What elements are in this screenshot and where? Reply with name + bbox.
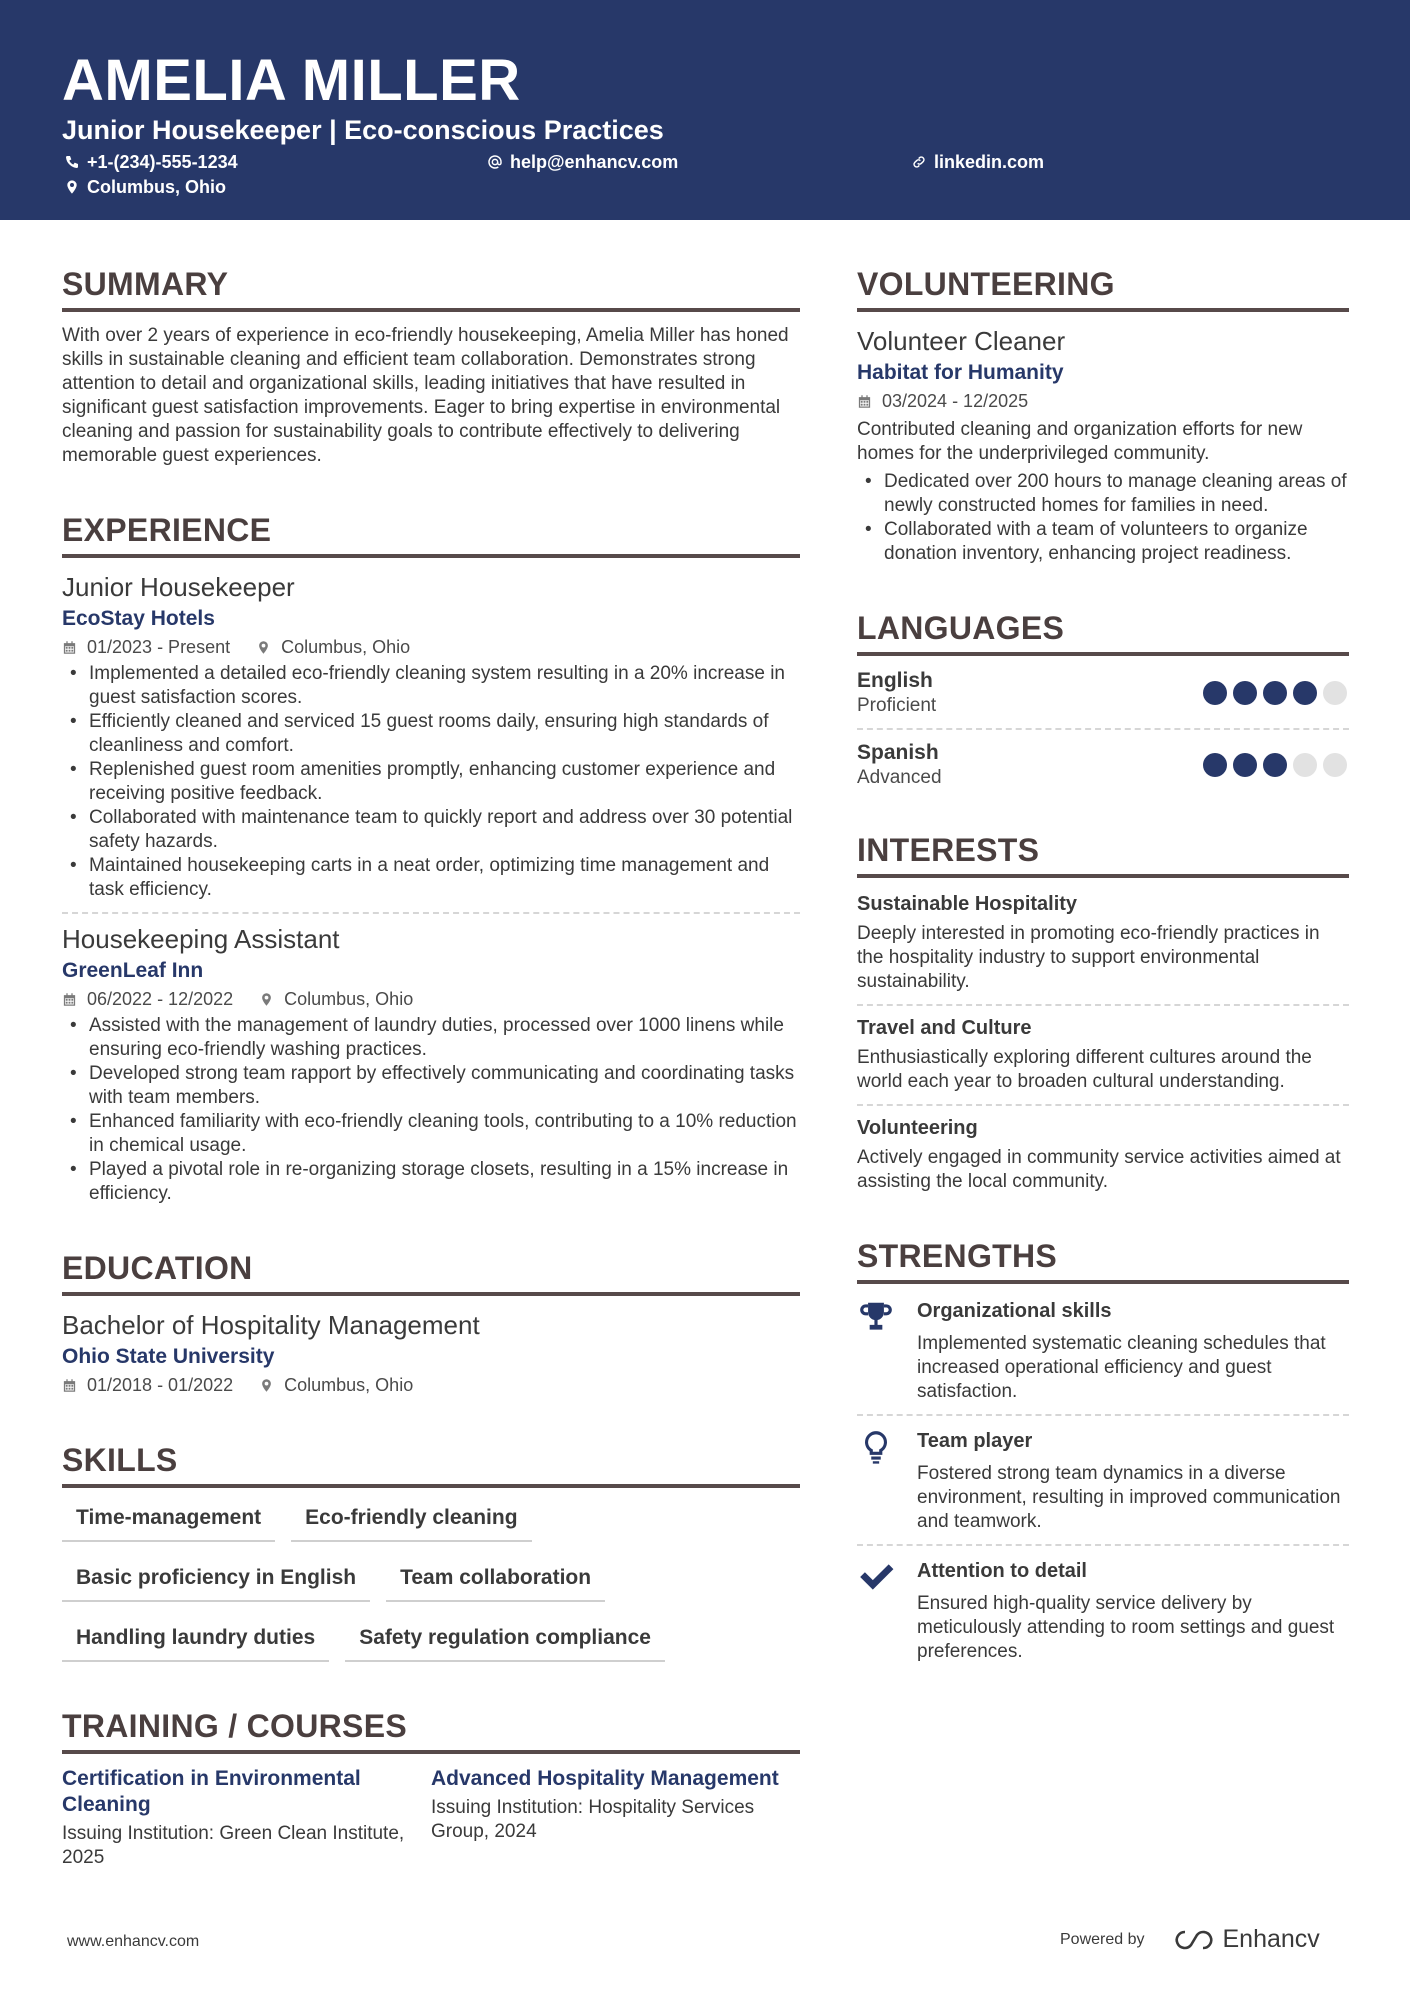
school: Ohio State University — [62, 1345, 275, 1368]
strengths-heading: STRENGTHS — [857, 1234, 1349, 1284]
checkmark-icon — [857, 1558, 895, 1596]
contact-email[interactable] — [487, 150, 678, 174]
languages-heading: LANGUAGES — [857, 606, 1349, 656]
rating-dot-filled — [1293, 681, 1317, 705]
skill-tag: Handling laundry duties — [62, 1622, 329, 1662]
job-role: Housekeeping Assistant — [62, 924, 340, 954]
job-dates: 01/2023 - Present — [87, 637, 231, 657]
job-bullet: • Collaborated with maintenance team to quickly report and address over 30 potential safety hazards. — [62, 806, 800, 854]
rating-dot-empty — [1323, 681, 1347, 705]
education-dates: 01/2018 - 01/2022 — [87, 1375, 234, 1395]
left-column — [62, 262, 800, 1910]
right-column — [857, 262, 1349, 1704]
volunteering-section — [857, 262, 1349, 566]
course-detail: Issuing Institution: Hospitality Services Group, 2024 — [431, 1797, 755, 1842]
at-icon — [487, 154, 503, 170]
language-name: Spanish — [857, 741, 939, 764]
strength-description: Implemented systematic cleaning schedules that increased operational efficiency and guest satisfaction. — [917, 1333, 1326, 1402]
volunteer-meta — [857, 388, 1349, 414]
language-level: Advanced — [857, 767, 942, 788]
education-location: Columbus, Ohio — [284, 1375, 414, 1395]
job-location: Columbus, Ohio — [284, 989, 414, 1009]
experience-entry — [62, 570, 800, 902]
rating-dot-filled — [1263, 753, 1287, 777]
interest-description: Deeply interested in promoting eco-friendly practices in the hospitality industry to support environmental sustainability. — [857, 923, 1320, 992]
strengths-section — [857, 1234, 1349, 1664]
language-item — [857, 734, 1349, 798]
experience-section — [62, 508, 800, 1206]
calendar-icon — [62, 992, 77, 1007]
interest-description: Enthusiastically exploring different cultures around the world each year to broaden cultural understanding. — [857, 1047, 1312, 1092]
education-meta — [62, 1372, 800, 1398]
rating-dot-empty — [1323, 753, 1347, 777]
job-meta — [62, 986, 800, 1012]
volunteer-bullets — [857, 470, 1349, 566]
strength-description: Ensured high-quality service delivery by meticulously attending to room settings and guest preferences. — [917, 1593, 1335, 1662]
website-text: linkedin.com — [934, 152, 1045, 172]
calendar-icon — [62, 1378, 77, 1393]
training-heading: TRAINING / COURSES — [62, 1704, 800, 1754]
phone-icon — [64, 154, 80, 170]
entry-divider — [857, 1104, 1349, 1106]
calendar-icon — [857, 394, 872, 409]
lightbulb-icon — [857, 1428, 895, 1466]
rating-dot-filled — [1263, 681, 1287, 705]
location-pin-icon — [259, 1378, 274, 1393]
job-bullets — [62, 662, 800, 902]
skill-tag: Basic proficiency in English — [62, 1562, 370, 1602]
summary-text: With over 2 years of experience in eco-friendly housekeeping, Amelia Miller has honed skills in sustainable cleaning and efficient team collaboration. Demonstrates strong attention to detail and organizational skills, leading initiatives that have resulted in significant guest satisfaction improvements. Eager to bring expertise in environmental cleaning and passion for sustainability goals to contribute effectively to delivering memorable guest experiences. — [62, 325, 789, 466]
interest-name: Sustainable Hospitality — [857, 893, 1078, 915]
interest-item — [857, 1114, 1349, 1194]
contact-phone[interactable] — [64, 150, 238, 174]
course-name: Advanced Hospitality Management — [431, 1767, 779, 1790]
interests-heading: INTERESTS — [857, 828, 1349, 878]
trophy-icon — [857, 1298, 895, 1336]
skills-section — [62, 1438, 800, 1682]
brand-name: Enhancv — [1222, 1925, 1320, 1953]
volunteer-bullet: • Collaborated with a team of volunteers to organize donation inventory, enhancing project readiness. — [857, 518, 1349, 566]
rating-dot-empty — [1293, 753, 1317, 777]
experience-heading: EXPERIENCE — [62, 508, 800, 558]
course-list — [62, 1766, 800, 1870]
course-name: Certification in Environmental Cleaning — [62, 1767, 361, 1816]
contact-website[interactable] — [911, 150, 1044, 174]
strength-name: Organizational skills — [917, 1300, 1112, 1322]
volunteer-org: Habitat for Humanity — [857, 361, 1064, 384]
job-dates: 06/2022 - 12/2022 — [87, 989, 234, 1009]
course-item — [431, 1766, 800, 1870]
job-bullet: • Assisted with the management of laundry duties, processed over 1000 linens while ensuring eco-friendly washing practices. — [62, 1014, 800, 1062]
strength-name: Attention to detail — [917, 1560, 1087, 1582]
footer-branding — [1060, 1925, 1320, 1954]
rating-dot-filled — [1233, 681, 1257, 705]
entry-divider — [857, 1004, 1349, 1006]
powered-by-label: Powered by — [1060, 1930, 1145, 1948]
job-bullet: • Played a pivotal role in re-organizing storage closets, resulting in a 15% increase in efficiency. — [62, 1158, 800, 1206]
language-rating — [1197, 681, 1347, 705]
contact-location — [64, 175, 226, 199]
summary-section — [62, 262, 800, 468]
location-pin-icon — [64, 179, 80, 195]
education-section — [62, 1246, 800, 1398]
volunteer-role: Volunteer Cleaner — [857, 326, 1066, 356]
language-level: Proficient — [857, 695, 937, 716]
job-location: Columbus, Ohio — [281, 637, 411, 657]
skill-tag: Safety regulation compliance — [345, 1622, 665, 1662]
strength-item — [857, 1294, 1349, 1404]
course-detail: Issuing Institution: Green Clean Institute, 2025 — [62, 1823, 405, 1868]
skill-tag: Eco-friendly cleaning — [291, 1502, 531, 1542]
enhancv-logo-icon — [1171, 1927, 1217, 1953]
language-item — [857, 662, 1349, 726]
skills-heading: SKILLS — [62, 1438, 800, 1488]
job-bullet: • Enhanced familiarity with eco-friendly cleaning tools, contributing to a 10% reduction in chemical usage. — [62, 1110, 800, 1158]
volunteer-dates: 03/2024 - 12/2025 — [882, 391, 1029, 411]
location-pin-icon — [256, 640, 271, 655]
candidate-title: Junior Housekeeper | Eco-conscious Practices — [62, 115, 664, 145]
job-bullet: • Efficiently cleaned and serviced 15 guest rooms daily, ensuring high standards of cleanliness and comfort. — [62, 710, 800, 758]
rating-dot-filled — [1233, 753, 1257, 777]
language-name: English — [857, 669, 933, 692]
job-bullet: • Replenished guest room amenities promptly, enhancing customer experience and receiving positive feedback. — [62, 758, 800, 806]
calendar-icon — [62, 640, 77, 655]
interest-description: Actively engaged in community service activities aimed at assisting the local community. — [857, 1147, 1341, 1192]
location-pin-icon — [259, 992, 274, 1007]
job-bullet: • Maintained housekeeping carts in a neat order, optimizing time management and task efficiency. — [62, 854, 800, 902]
volunteer-bullet: • Dedicated over 200 hours to manage cleaning areas of newly constructed homes for families in need. — [857, 470, 1349, 518]
strength-description: Fostered strong team dynamics in a diverse environment, resulting in improved communication and teamwork. — [917, 1463, 1341, 1532]
interest-item — [857, 1014, 1349, 1094]
languages-section — [857, 606, 1349, 798]
skills-list — [62, 1502, 800, 1682]
job-bullet: • Implemented a detailed eco-friendly cleaning system resulting in a 20% increase in guest satisfaction scores. — [62, 662, 800, 710]
volunteering-heading: VOLUNTEERING — [857, 262, 1349, 312]
candidate-name: AMELIA MILLER — [62, 48, 521, 113]
entry-divider — [857, 1414, 1349, 1416]
job-company: GreenLeaf Inn — [62, 959, 204, 982]
link-icon — [911, 154, 927, 170]
rating-dot-filled — [1203, 681, 1227, 705]
entry-divider — [857, 728, 1349, 730]
entry-divider — [857, 1544, 1349, 1546]
job-role: Junior Housekeeper — [62, 572, 295, 602]
skill-tag: Time-management — [62, 1502, 275, 1542]
location-text: Columbus, Ohio — [87, 177, 226, 197]
strength-name: Team player — [917, 1430, 1033, 1452]
entry-divider — [62, 912, 800, 914]
phone-text: +1-(234)-555-1234 — [87, 152, 238, 172]
strength-item — [857, 1424, 1349, 1534]
interest-item — [857, 890, 1349, 994]
language-rating — [1197, 753, 1347, 777]
brand-logo[interactable] — [1171, 1925, 1320, 1954]
skill-tag: Team collaboration — [386, 1562, 605, 1602]
interest-name: Travel and Culture — [857, 1017, 1032, 1039]
job-company: EcoStay Hotels — [62, 607, 215, 630]
email-text: help@enhancv.com — [510, 152, 679, 172]
education-heading: EDUCATION — [62, 1246, 800, 1296]
course-item — [62, 1766, 431, 1870]
job-meta — [62, 634, 800, 660]
rating-dot-filled — [1203, 753, 1227, 777]
training-section — [62, 1704, 800, 1870]
volunteer-description: Contributed cleaning and organization efforts for new homes for the underprivileged community. — [857, 419, 1303, 464]
interest-name: Volunteering — [857, 1117, 978, 1139]
job-bullet: • Developed strong team rapport by effectively communicating and coordinating tasks with team members. — [62, 1062, 800, 1110]
degree: Bachelor of Hospitality Management — [62, 1310, 480, 1340]
interests-section — [857, 828, 1349, 1194]
summary-heading: SUMMARY — [62, 262, 800, 312]
strength-item — [857, 1554, 1349, 1664]
experience-entry — [62, 922, 800, 1206]
footer-website[interactable]: www.enhancv.com — [67, 1933, 200, 1950]
job-bullets — [62, 1014, 800, 1206]
resume-header — [0, 0, 1410, 220]
